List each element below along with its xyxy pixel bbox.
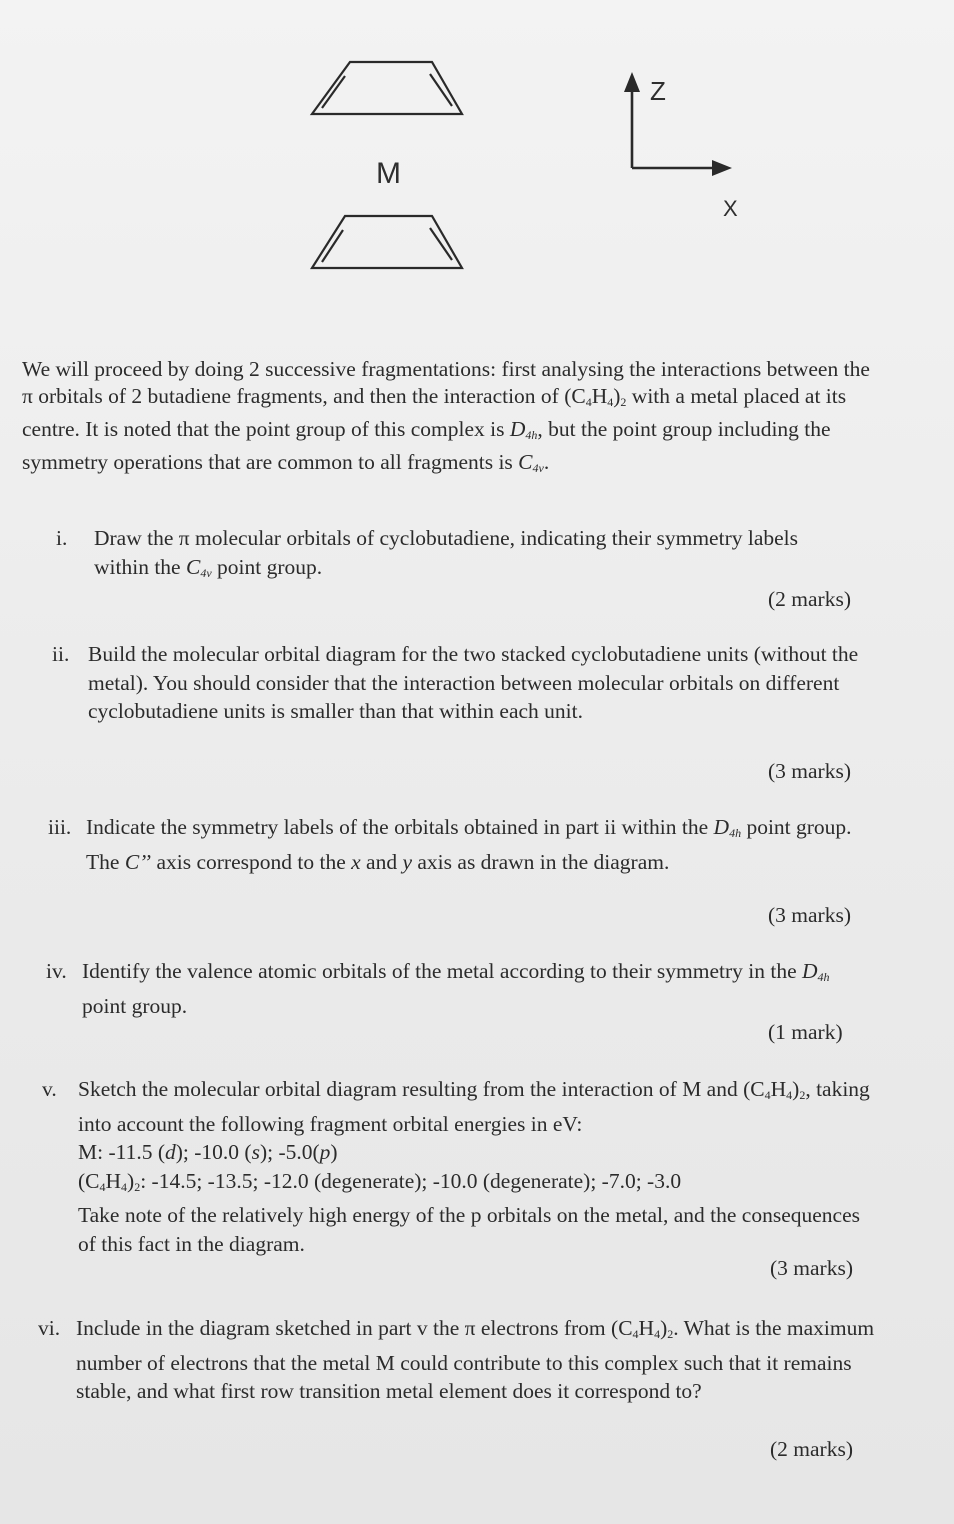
- marks-iii: (3 marks): [768, 903, 851, 927]
- question-text: Draw the π molecular orbitals of cyclobutadiene, indicating their symmetry labels within the $C_{4v}$ point group.: [94, 526, 799, 580]
- top-cyclobutadiene-ring: [312, 62, 462, 114]
- question-number: ii.: [52, 642, 70, 666]
- question-text: Indicate the symmetry labels of the orbitals obtained in part ii within the $D_{4h}$ point group. The C’’ axis correspond to the x and y axis as drawn in the diagram.: [86, 815, 852, 874]
- molecule-figure: [0, 0, 954, 330]
- x-axis-label: X: [723, 196, 738, 221]
- question-number: iii.: [48, 815, 72, 839]
- question-text: Identify the valence atomic orbitals of the metal according to their symmetry in the $D_{4h}$ point group.: [82, 959, 830, 1018]
- intro-paragraph: We will proceed by doing 2 successive fragmentations: first analysing the interactions between the π orbitals of 2 butadiene fragments, and then the interaction of $(C_4H_4)_2$ with a metal placed at its centre. It is noted that the point group of this complex is $D_{4h}$, but the point group including the symmetry operations that are common to all fragments is $C_{4v}$.: [22, 357, 870, 475]
- z-axis-label: Z: [650, 76, 666, 106]
- marks-ii: (3 marks): [768, 759, 851, 783]
- question-number: i.: [56, 526, 68, 550]
- question-number: iv.: [46, 959, 67, 983]
- marks-vi: (2 marks): [770, 1437, 853, 1461]
- bottom-cyclobutadiene-ring: [312, 216, 462, 268]
- marks-i: (2 marks): [768, 587, 851, 611]
- question-text: Sketch the molecular orbital diagram resulting from the interaction of M and $(C_4H_4)_2$, taking into account the following fragment orbital energies in eV: M: -11.5 (d); -10.0 (s); -5.0(p) $(C_4H_4)_2$: -14.5; -13.5; -12.0 (degenerate); -10.0 (degenerate); -7.0; -3.0 Take note of the relatively high energy of the p orbitals on the metal, and the consequences of this fact in the diagram.: [78, 1077, 870, 1256]
- marks-iv: (1 mark): [768, 1020, 843, 1044]
- sandwich-diagram: [0, 0, 954, 330]
- question-text: Include in the diagram sketched in part v the π electrons from $(C_4H_4)_2$. What is the maximum number of electrons that the metal M could contribute to this complex such that it remains stable, and what first row transition metal element does it correspond to?: [76, 1316, 875, 1403]
- question-number: v.: [42, 1077, 57, 1101]
- metal-label: M: [376, 157, 401, 190]
- question-text: Build the molecular orbital diagram for the two stacked cyclobutadiene units (without the metal). You should consider that the interaction between molecular orbitals on different cyclobutadiene units is smaller than that within each unit.: [88, 642, 859, 723]
- marks-v: (3 marks): [770, 1256, 853, 1280]
- axis-arrows: [624, 72, 732, 176]
- question-number: vi.: [38, 1316, 61, 1340]
